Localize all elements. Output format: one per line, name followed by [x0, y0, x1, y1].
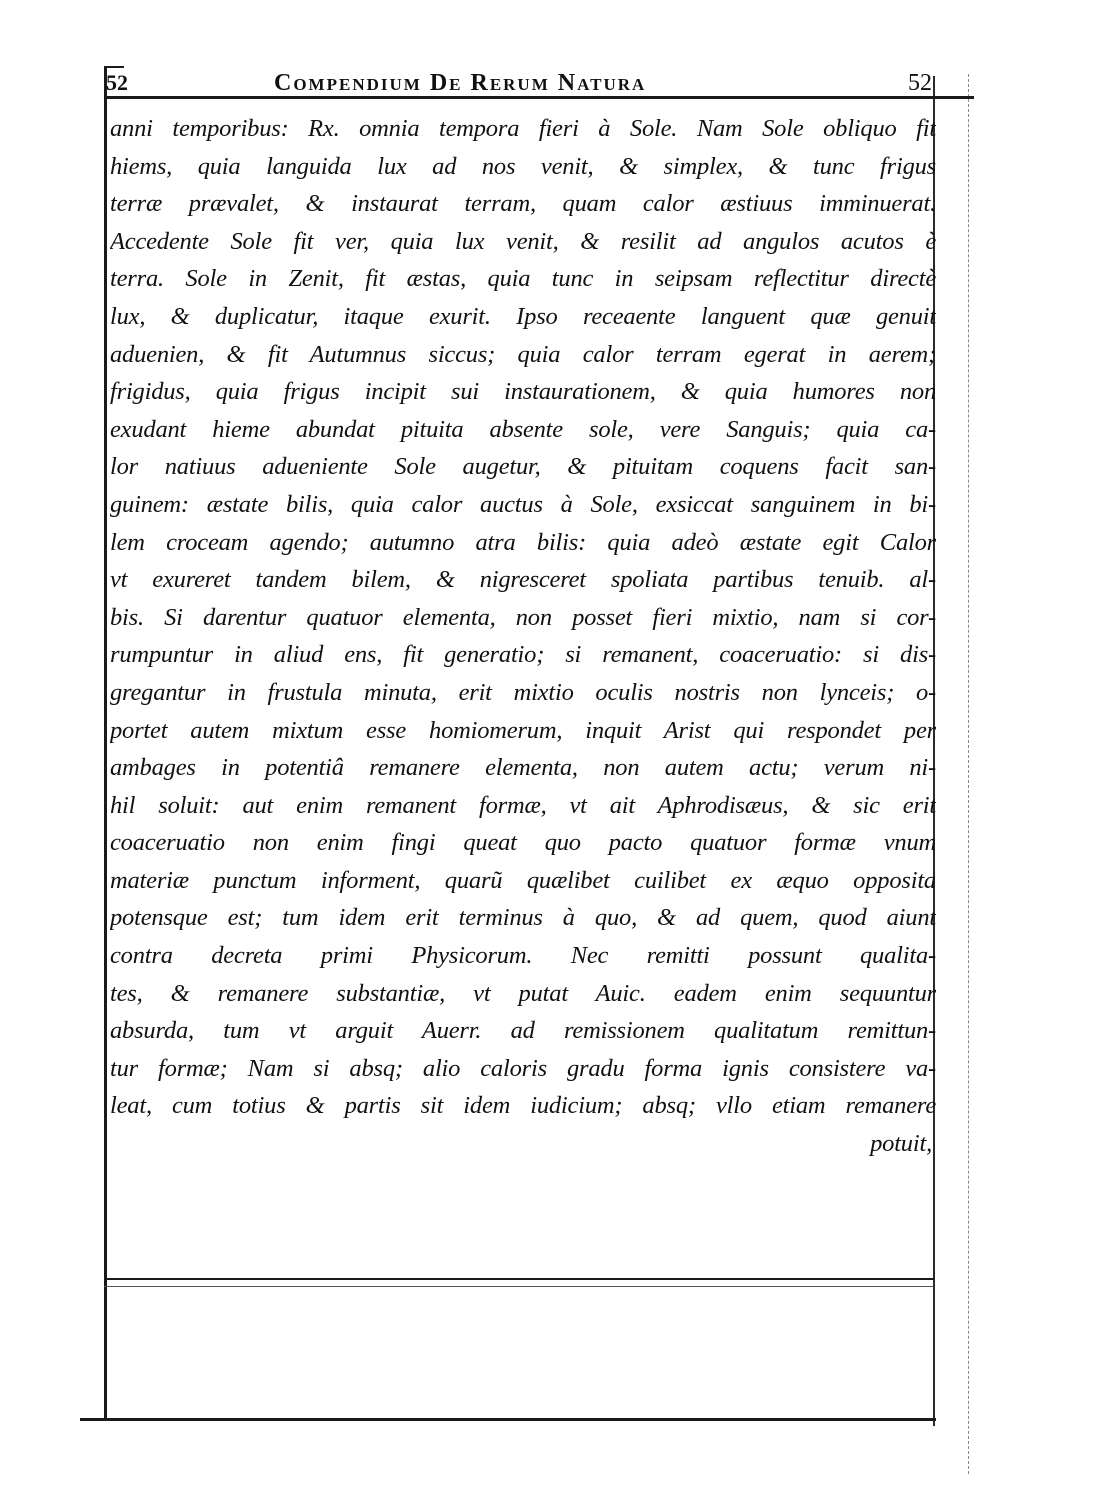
header-rule — [104, 66, 124, 68]
text-line: potensque est; tum idem erit terminus à quo, & ad quem, quod aiunt — [110, 904, 936, 932]
frame-outer-dashed-rule — [968, 74, 969, 1474]
text-line: exudant hieme abundat pituita absente sole, vere Sanguis; quia ca- — [110, 415, 936, 443]
catchword: potuit, — [870, 1130, 932, 1158]
text-line: coaceruatio non enim fingi queat quo pacto quatuor formæ vnum — [110, 829, 936, 857]
text-line: gregantur in frustula minuta, erit mixtio oculis nostris non lynceis; o- — [110, 678, 936, 706]
text-line: terræ prævalet, & instaurat terram, quam calor æstiuus imminuerat. — [110, 190, 936, 218]
text-line: tur formæ; Nam si absq; alio caloris gradu forma ignis consistere va- — [110, 1054, 936, 1082]
text-line: terra. Sole in Zenit, fit æstas, quia tunc in seipsam reflectitur directè — [110, 265, 936, 293]
text-line: guinem: æstate bilis, quia calor auctus à Sole, exsiccat sanguinem in bi- — [110, 490, 936, 518]
text-line: hiems, quia languida lux ad nos venit, & simplex, & tunc frigus — [110, 152, 936, 180]
page-foot-rule — [80, 1418, 936, 1421]
text-line: lux, & duplicatur, itaque exurit. Ipso receaente languent quæ genuit — [110, 302, 936, 330]
text-line: vt exureret tandem bilem, & nigresceret spoliata partibus tenuib. al- — [110, 566, 936, 594]
text-line: frigidus, quia frigus incipit sui instaurationem, & quia humores non — [110, 378, 936, 406]
text-line: anni temporibus: Rx. omnia tempora fieri à Sole. Nam Sole obliquo fit — [110, 115, 936, 142]
text-line: rumpuntur in aliud ens, fit generatio; si remanent, coaceruatio: si dis- — [110, 641, 936, 669]
text-line: materiæ punctum informent, quarũ quælibet cuilibet ex æquo opposita — [110, 866, 936, 894]
text-line: lor natiuus adueniente Sole augetur, & pituitam coquens facit san- — [110, 453, 936, 481]
text-line: contra decreta primi Physicorum. Nec remitti possunt qualita- — [110, 942, 936, 970]
body-text — [110, 110, 936, 1163]
running-title: Compendium De Rerum Natura — [274, 70, 647, 96]
text-line: ambages in potentiâ remanere elementa, non autem actu; verum ni- — [110, 754, 936, 782]
text-line: portet autem mixtum esse homiomerum, inquit Arist qui respondet per — [110, 716, 936, 744]
text-line: absurda, tum vt arguit Auerr. ad remissionem qualitatum remittun- — [110, 1017, 936, 1045]
folio-left: 52 — [106, 70, 128, 95]
page-header — [104, 70, 934, 96]
text-line: lem croceam agendo; autumno atra bilis: quia adeò æstate egit Calor — [110, 528, 936, 556]
bottom-rule-thin — [104, 1286, 934, 1287]
text-line: hil soluit: aut enim remanent formæ, vt ait Aphrodisæus, & sic erit — [110, 791, 936, 819]
text-line: leat, cum totius & partis sit idem iudicium; absq; vllo etiam remanere — [110, 1092, 936, 1120]
frame-left-rule — [104, 66, 107, 1421]
bottom-rule — [104, 1278, 934, 1280]
text-line: bis. Si darentur quatuor elementa, non posset fieri mixtio, nam si cor- — [110, 603, 936, 631]
text-line: Accedente Sole fit ver, quia lux venit, & resilit ad angulos acutos è — [110, 227, 936, 255]
text-line: tes, & remanere substantiæ, vt putat Auic. eadem enim sequuntur — [110, 979, 936, 1007]
folio-right: 52 — [908, 70, 932, 96]
top-rule — [104, 96, 974, 99]
text-line: aduenien, & fit Autumnus siccus; quia calor terram egerat in aerem; — [110, 340, 936, 368]
